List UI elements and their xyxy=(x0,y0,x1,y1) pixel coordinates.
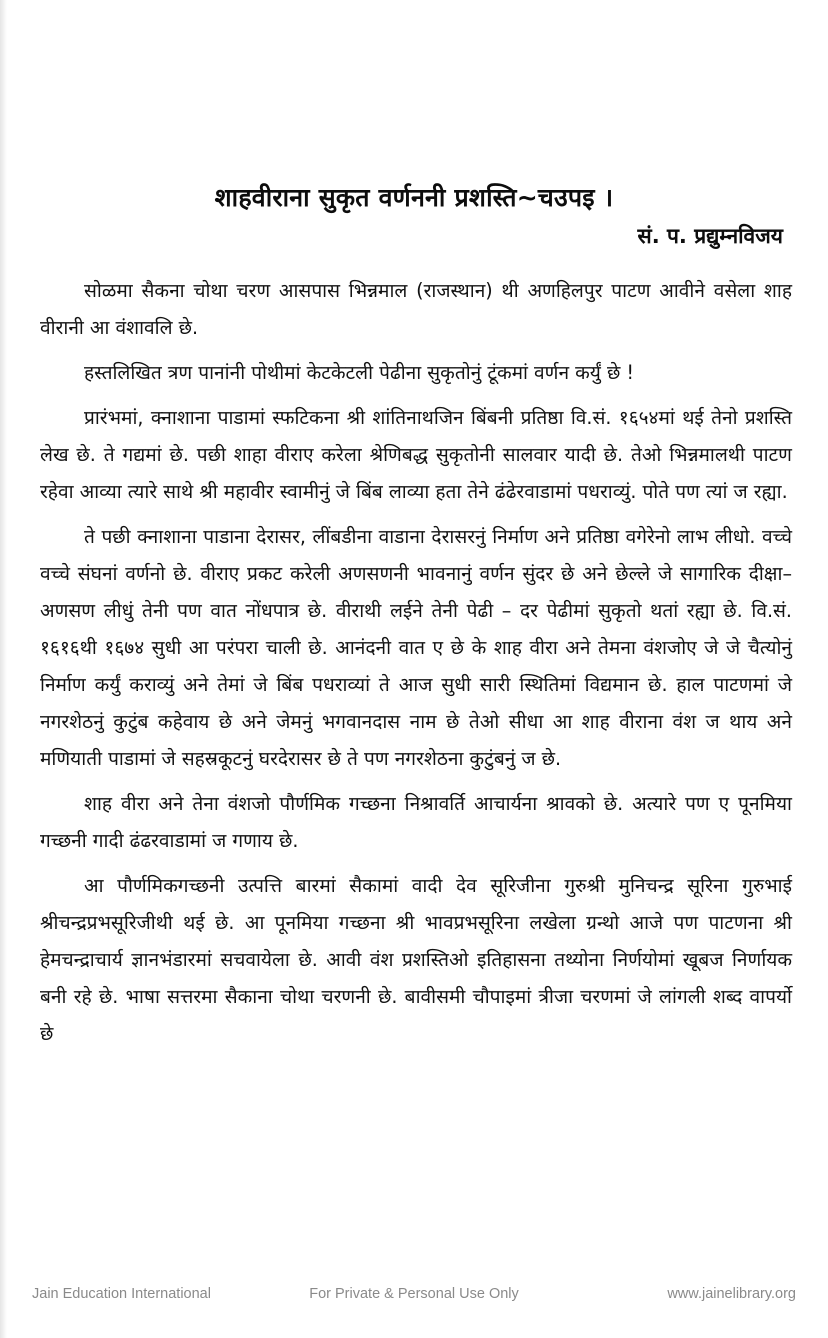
paragraph: शाह वीरा अने तेना वंशजो पौर्णमिक गच्छना निश्रावर्ति आचार्यना श्रावको छे. अत्यारे पण ए पूनमिया गच्छनी गादी ढंढरवाडामां ज गणाय छे. xyxy=(40,792,792,852)
paragraph: ते पछी क्नाशाना पाडाना देरासर, लींबडीना वाडाना देरासरनुं निर्माण अने प्रतिष्ठा वगेरेनो लाभ लीधो. वच्चे वच्चे संघनां वर्णनो छे. वीराए प्रकट करेली अणसणनी भावनानुं वर्णन सुंदर छे अने छेल्ले जे सागारिक दीक्षा–अणसण लीधुं तेनी पण वात नोंधपात्र छे. वीराथी लईने तेनी पेढी – दर पेढीमां सुकृतो थतां रह्या छे. वि.सं. १६१६थी १६७४ सुधी आ परंपरा चाली छे. आनंदनी वात ए छे के शाह वीरा अने तेमना वंशजोए जे जे चैत्योनुं निर्माण कर्युं कराव्युं अने तेमां जे बिंब पधराव्यां ते आज सुधी सारी स्थितिमां विद्यमान छे. हाल पाटणमां जे नगरशेठनुं कुटुंब कहेवाय छे अने जेमनुं भगवानदास नाम छे तेओ सीधा आ शाह वीराना वंश ज थाय अने मणियाती पाडामां जे सहस्रकूटनुं घरदेरासर छे ते पण नगरशेठना कुटुंबनुं ज छे. xyxy=(40,525,792,770)
author-byline: सं. प. प्रद्युम्नविजय xyxy=(637,224,783,248)
footer-usage-notice: For Private & Personal Use Only xyxy=(309,1286,519,1302)
paragraph: सोळमा सैकना चोथा चरण आसपास भिन्नमाल (राजस्थान) थी अणहिलपुर पाटण आवीने वसेला शाह वीरानी आ वंशावलि छे. xyxy=(40,279,792,339)
footer-organization: Jain Education International xyxy=(32,1286,211,1302)
page-title: शाहवीराना सुकृत वर्णननी प्रशस्ति~चउपइ । xyxy=(214,182,614,212)
paragraph: हस्तलिखित त्रण पानांनी पोथीमां केटकेटली पेढीना सुकृतोनुं टूंकमां वर्णन कर्युं छे ! xyxy=(84,361,635,384)
footer-website-link[interactable]: www.jainelibrary.org xyxy=(667,1286,796,1302)
footer-website[interactable] xyxy=(667,1286,796,1302)
page-footer xyxy=(0,1286,828,1326)
document-body xyxy=(40,272,792,1052)
paragraph: प्रारंभमां, क्नाशाना पाडामां स्फटिकना श्री शांतिनाथजिन बिंबनी प्रतिष्ठा वि.सं. १६५४मां थई तेनो प्रशस्ति लेख छे. ते गद्यमां छे. पछी शाहा वीराए करेला श्रेणिबद्ध सुकृतोनी सालवार यादी छे. तेओ भिन्नमालथी पाटण रहेवा आव्या त्यारे साथे श्री महावीर स्वामीनुं जे बिंब लाव्या हता तेने ढंढेरवाडामां पधराव्युं. पोते पण त्यां ज रह्या. xyxy=(40,406,792,503)
paragraph: आ पौर्णमिकगच्छनी उत्पत्ति बारमां सैकामां वादी देव सूरिजीना गुरुश्री मुनिचन्द्र सूरिना गुरुभाई श्रीचन्द्रप्रभसूरिजीथी थई छे. आ पूनमिया गच्छना श्री भावप्रभसूरिना लखेला ग्रन्थो आजे पण पाटणना श्री हेमचन्द्राचार्य ज्ञानभंडारमां सचवायेला छे. आवी वंश प्रशस्तिओ इतिहासना तथ्योना निर्णयोमां खूबज निर्णायक बनी रहे छे. भाषा सत्तरमा सैकाना चोथा चरणनी छे. बावीसमी चौपाइमां त्रीजा चरणमां जे लांगली शब्द वापर्यो छे xyxy=(40,874,792,1045)
